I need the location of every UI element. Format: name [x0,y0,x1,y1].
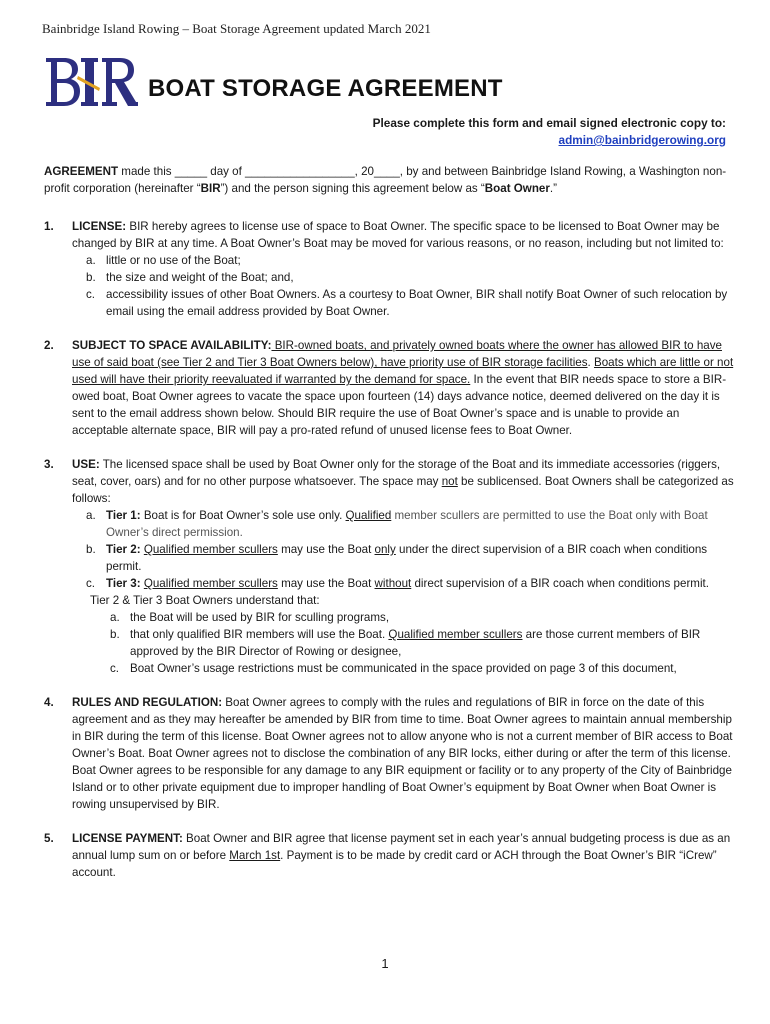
logo-letter-b [46,58,80,106]
page-number: 1 [381,956,389,971]
document-title: BOAT STORAGE AGREEMENT [148,75,503,102]
section-license: 1. LICENSE: BIR hereby agrees to license use of space to Boat Owner. The specific space to be licensed to Boat Owner may be changed by BIR at any time. A Boat Owner’s Boat may be moved for various reasons, or no reason, including but not limited to: a. little or no use of the Boat; b. the size and weight of the Boat; and, c. accessibility issues of other Boat Owners. As a courtesy to Boat Owner, BIR shall notify Boat Owner of such relocation by email using the email address provided by Boat Owner. [44,218,734,320]
section-space-availability: 2. SUBJECT TO SPACE AVAILABILITY: BIR-owned boats, and privately owned boats where the owner has allowed BIR to have use of said boat (see Tier 2 and Tier 3 Boat Owners below), have priority use of BIR storage facilities. Boats which are little or not used will have their priority reevaluated if warranted by the demand for space. In the event that BIR needs space to store a BIR-owed boat, Boat Owner agrees to vacate the space upon fourteen (14) days advance notice, deemed delivered on the day it is sent to the email address shown below. Should BIR require the use of Boat Owner’s space and is unable to provide an acceptable alternate space, BIR will pay a pro-rated refund of unused license fees to Boat Owner. [44,339,734,437]
list-item: c. Boat Owner’s usage restrictions must be communicated in the space provided on page 3 of this document, [110,662,677,675]
tier-item: a. Tier 1: Boat is for Boat Owner’s sole use only. Qualified member scullers are permitted to use the Boat only with Boat Owner’s direct permission. [86,509,708,539]
instructions-text: Please complete this form and email signed electronic copy to: [372,116,726,130]
bir-logo [44,52,138,112]
admin-email-link[interactable]: admin@bainbridgerowing.org [558,133,726,147]
section-payment: 5. LICENSE PAYMENT: Boat Owner and BIR agree that license payment set in each year’s annual budgeting process is due as an annual lump sum on or before March 1st. Payment is to be made by credit card or ACH through the Boat Owner’s BIR “iCrew” account. [44,832,731,879]
list-item: a. the Boat will be used by BIR for sculling programs, [110,611,390,624]
list-item: b. that only qualified BIR members will use the Boat. Qualified member scullers are those current members of BIR approved by the BIR Director of Rowing or designee, [110,628,701,658]
list-item: a. little or no use of the Boat; [86,254,241,267]
running-header: Bainbridge Island Rowing – Boat Storage Agreement updated March 2021 [42,21,431,36]
agreement-sections [44,218,734,898]
tier-item: b. Tier 2: Qualified member scullers may use the Boat only under the direct supervision of a BIR coach when conditions permit. [86,543,708,573]
logo-letter-r [102,58,138,106]
section-rules: 4. RULES AND REGULATION: Boat Owner agrees to comply with the rules and regulations of BIR in force on the date of this agreement and as they may hereafter be amended by BIR from time to time. Boat Owner agrees to maintain annual membership in BIR during the term of this license. Boat Owner agrees not to allow anyone who is not a current member of BIR access to Boat Owner’s Boat. Boat Owner agrees not to disclose the combination of any BIR locks, either during or after the term of this license. Boat Owner agrees to be responsible for any damage to any BIR equipment or facility or to any property of the City of Bainbridge Island or to other private equipment due to improper handling of Boat Owner’s equipment by Boat Owner when Boat Owner is rowing unsupervised by BIR. [44,696,733,811]
tier-item: c. Tier 3: Qualified member scullers may use the Boat without direct supervision of a BIR coach when conditions permit. [86,577,709,590]
list-item: c. accessibility issues of other Boat Owners. As a courtesy to Boat Owner, BIR shall notify Boat Owner of such relocation by email using the email address provided by Boat Owner. [86,288,728,318]
list-item: b. the size and weight of the Boat; and, [86,271,294,284]
section-use: 3. USE: The licensed space shall be used by Boat Owner only for the storage of the Boat and its immediate accessories (riggers, seat, cover, oars) and for no other purpose whatsoever. The space may not be sublicensed. Boat Owners shall be categorized as follows: a. Tier 1: Boat is for Boat Owner’s sole use only. Qualified member scullers are permitted to use the Boat only with Boat Owner’s direct permission. b. Tier 2: Qualified member scullers may use the Boat only under the direct supervision of a BIR coach when conditions permit. c. Tier 3: Qualified member scullers may use the Boat without direct supervision of a BIR coach when conditions permit. Tier 2 & Tier 3 Boat Owners understand that: a. the Boat will be used by BIR for sculling programs, b. that only qualified BIR members will use the Boat. Qualified member scullers are those current members of BIR approved by the BIR Director of Rowing or designee, c. Boat Owner’s usage restrictions must be communicated in the space provided on page 3 of this document, [44,458,734,675]
tier-understand-heading: Tier 2 & Tier 3 Boat Owners understand that: [90,594,320,607]
agreement-intro: AGREEMENT made this _____ day of _________________, 20____, by and between Bainbridge Island Rowing, a Washington non-profit corporation (hereinafter “BIR”) and the person signing this agreement below as “Boat Owner.” [44,165,727,195]
submission-instructions [373,115,726,149]
